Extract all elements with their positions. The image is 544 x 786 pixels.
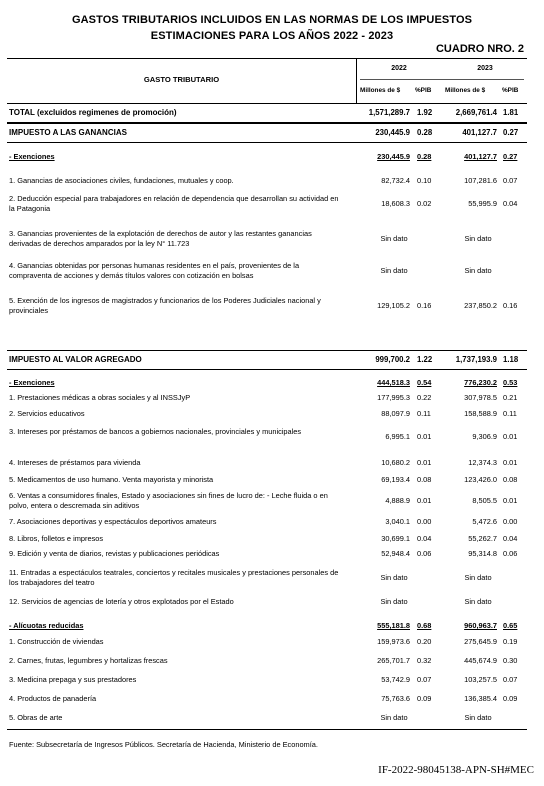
value-2022: Sin dato (380, 597, 408, 606)
value-2023: Sin dato (464, 266, 492, 275)
value-2022: 75,763.6 (381, 694, 410, 703)
value-2022: Sin dato (380, 573, 408, 582)
pib-2022: 0.32 (417, 656, 432, 665)
document-id: IF-2022-98045138-APN-SH#MEC (378, 764, 534, 776)
value-2023: 237,850.2 (464, 301, 497, 310)
value-2022: 159,973.6 (377, 637, 410, 646)
value-2022: 999,700.2 (375, 355, 410, 364)
pib-2023: 0.21 (503, 393, 518, 402)
pib-2023: 0.08 (503, 475, 518, 484)
value-2022: 30,699.1 (381, 534, 410, 543)
section-label: IMPUESTO A LAS GANANCIAS (9, 128, 127, 137)
value-2022: 4,888.9 (385, 496, 410, 505)
value-2023: Sin dato (464, 597, 492, 606)
value-2023: 12,374.3 (468, 458, 497, 467)
pib-2023: 0.06 (503, 549, 518, 558)
value-2023: 275,645.9 (464, 637, 497, 646)
pib-2023: 0.27 (503, 152, 518, 161)
header-year-underline (360, 79, 524, 80)
value-2023: Sin dato (464, 234, 492, 243)
value-2022: Sin dato (380, 234, 408, 243)
pib-2023: 0.11 (503, 409, 517, 418)
pib-2022: 0.09 (417, 694, 432, 703)
value-2023: 776,230.2 (464, 378, 497, 387)
row-label: 5. Medicamentos de uso humano. Venta mayorista y minorista (9, 475, 214, 484)
value-2022: 82,732.4 (381, 176, 410, 185)
value-2022: 230,445.9 (375, 128, 410, 137)
value-2023: 123,426.0 (464, 475, 497, 484)
source-note: Fuente: Subsecretaría de Ingresos Públicos. Secretaría de Hacienda, Ministerio de Economía. (9, 740, 318, 749)
pib-2022: 0.08 (417, 475, 432, 484)
value-2023: 8,505.5 (472, 496, 497, 505)
pib-2022: 0.28 (417, 128, 433, 137)
section-rule-bottom (7, 369, 527, 370)
pib-2023: 1.18 (503, 355, 519, 364)
pib-2023: 1.81 (503, 108, 519, 117)
row-label: 4. Productos de panadería (9, 694, 97, 703)
subsection-label: - Exenciones (9, 152, 55, 161)
value-2023: 5,472.6 (472, 517, 497, 526)
value-2022: 52,948.4 (381, 549, 410, 558)
row-label: 5. Exención de los ingresos de magistrados y funcionarios de los Poderes Judiciales nacional y provinciales (9, 296, 321, 315)
value-2023: 55,995.9 (468, 199, 497, 208)
section-label: TOTAL (excluidos regimenes de promoción) (9, 108, 177, 117)
section-rule-bottom (7, 142, 527, 143)
row-label: 3. Ganancias provenientes de la explotación de derechos de autor y las restantes ganancias derivadas de derechos amparados por la ley N° 11.723 (9, 229, 312, 248)
value-2023: 103,257.5 (464, 675, 497, 684)
pib-2022: 0.28 (417, 152, 432, 161)
pib-2022: 0.00 (417, 517, 432, 526)
row-label: 1. Construcción de viviendas (9, 637, 104, 646)
value-2022: 3,040.1 (385, 517, 410, 526)
row-label: 7. Asociaciones deportivas y espectáculos deportivos amateurs (9, 517, 217, 526)
row-label: 2. Carnes, frutas, legumbres y hortalizas frescas (9, 656, 168, 665)
pib-2022: 0.04 (417, 534, 432, 543)
header-millones-2023: Millones de $ (445, 87, 486, 94)
pib-2023: 0.01 (503, 432, 518, 441)
row-label: 11. Entradas a espectáculos teatrales, conciertos y recitales musicales y prestaciones personales de los trabajadores del teatro (9, 568, 339, 587)
value-2023: 136,385.4 (464, 694, 497, 703)
header-pib-2023: %PIB (502, 87, 519, 94)
pib-2022: 0.68 (417, 621, 432, 630)
value-2023: 401,127.7 (464, 152, 497, 161)
value-2023: 960,963.7 (464, 621, 497, 630)
value-2023: 307,978.5 (464, 393, 497, 402)
value-2022: Sin dato (380, 266, 408, 275)
section-label: IMPUESTO AL VALOR AGREGADO (9, 355, 142, 364)
row-label: 4. Intereses de préstamos para vivienda (9, 458, 141, 467)
value-2023: 158,588.9 (464, 409, 497, 418)
value-2022: 129,105.2 (377, 301, 410, 310)
pib-2022: 0.20 (417, 637, 432, 646)
pib-2022: 0.16 (417, 301, 432, 310)
pib-2022: 0.22 (417, 393, 432, 402)
pib-2022: 0.01 (417, 432, 432, 441)
pib-2022: 1.92 (417, 108, 433, 117)
pib-2023: 0.01 (503, 496, 518, 505)
value-2022: 177,995.3 (377, 393, 410, 402)
section-rule-top (7, 350, 527, 351)
header-year-2022: 2022 (391, 65, 407, 72)
table-top-border (7, 58, 527, 59)
row-label: 8. Libros, folletos e impresos (9, 534, 104, 543)
document-title-line2: ESTIMACIONES PARA LOS AÑOS 2022 - 2023 (150, 30, 394, 42)
header-pib-2022: %PIB (415, 87, 432, 94)
section-rule-top (7, 123, 527, 124)
value-2023: 55,262.7 (468, 534, 497, 543)
pib-2023: 0.65 (503, 621, 518, 630)
row-label: 9. Edición y venta de diarios, revistas y publicaciones periódicas (9, 549, 220, 558)
value-2022: 10,680.2 (381, 458, 410, 467)
row-label: 12. Servicios de agencias de lotería y otros explotados por el Estado (9, 597, 234, 606)
pib-2023: 0.53 (503, 378, 518, 387)
value-2022: 1,571,289.7 (368, 108, 410, 117)
pib-2022: 0.54 (417, 378, 432, 387)
value-2023: 107,281.6 (464, 176, 497, 185)
header-year-2023: 2023 (477, 65, 493, 72)
row-label: 2. Servicios educativos (9, 409, 85, 418)
value-2023: 445,674.9 (464, 656, 497, 665)
row-label: 1. Prestaciones médicas a obras sociales y al INSSJyP (9, 393, 191, 402)
value-2022: 6,995.1 (385, 432, 410, 441)
value-2023: Sin dato (464, 573, 492, 582)
row-label: 5. Obras de arte (9, 713, 63, 722)
table-number: CUADRO NRO. 2 (435, 43, 524, 55)
value-2023: 2,669,761.4 (455, 108, 497, 117)
pib-2023: 0.19 (503, 637, 518, 646)
row-label: 3. Medicina prepaga y sus prestadores (9, 675, 137, 684)
row-label: 2. Deducción especial para trabajadores en relación de dependencia que desarrollan su actividad en la Patagonia (9, 194, 339, 213)
row-label: 6. Ventas a consumidores finales, Estado y asociaciones sin fines de lucro de: - Leche fluida o en polvo, entera o descremada sin aditivos (9, 491, 328, 510)
value-2023: 95,314.8 (468, 549, 497, 558)
pib-2023: 0.07 (503, 176, 518, 185)
pib-2023: 0.09 (503, 694, 518, 703)
pib-2023: 0.04 (503, 199, 518, 208)
subsection-label: - Exenciones (9, 378, 55, 387)
value-2022: Sin dato (380, 713, 408, 722)
value-2023: 401,127.7 (462, 128, 497, 137)
value-2022: 265,701.7 (377, 656, 410, 665)
row-label: 3. Intereses por préstamos de bancos a gobiernos nacionales, provinciales y municipales (9, 427, 302, 436)
value-2022: 230,445.9 (377, 152, 410, 161)
pib-2022: 0.01 (417, 496, 432, 505)
row-label: 4. Ganancias obtenidas por personas humanas residentes en el país, provenientes de la compraventa de acciones y demás títulos valores con cotización en bolsas (9, 261, 300, 280)
value-2022: 88,097.9 (381, 409, 410, 418)
value-2023: Sin dato (464, 713, 492, 722)
value-2023: 9,306.9 (472, 432, 497, 441)
pib-2022: 0.10 (417, 176, 432, 185)
pib-2022: 1.22 (417, 355, 433, 364)
value-2022: 53,742.9 (381, 675, 410, 684)
header-millones-2022: Millones de $ (360, 87, 401, 94)
value-2023: 1,737,193.9 (455, 355, 497, 364)
header-bottom-border (7, 103, 527, 104)
subsection-label: - Alícuotas reducidas (9, 621, 84, 630)
value-2022: 18,608.3 (381, 199, 410, 208)
pib-2023: 0.30 (503, 656, 518, 665)
pib-2023: 0.16 (503, 301, 518, 310)
pib-2023: 0.00 (503, 517, 518, 526)
pib-2022: 0.01 (417, 458, 432, 467)
value-2022: 444,518.3 (377, 378, 410, 387)
pib-2022: 0.07 (417, 675, 432, 684)
value-2022: 69,193.4 (381, 475, 410, 484)
table-bottom-border (7, 729, 527, 730)
pib-2023: 0.04 (503, 534, 518, 543)
pib-2022: 0.11 (417, 409, 431, 418)
pib-2023: 0.01 (503, 458, 518, 467)
value-2022: 555,181.8 (377, 621, 410, 630)
document-title-line1: GASTOS TRIBUTARIOS INCLUIDOS EN LAS NORMAS DE LOS IMPUESTOS (71, 14, 473, 26)
row-label: 1. Ganancias de asociaciones civiles, fundaciones, mutuales y coop. (9, 176, 234, 185)
pib-2022: 0.06 (417, 549, 432, 558)
pib-2023: 0.27 (503, 128, 519, 137)
header-concept: GASTO TRIBUTARIO (143, 75, 220, 84)
pib-2022: 0.02 (417, 199, 432, 208)
pib-2023: 0.07 (503, 675, 518, 684)
